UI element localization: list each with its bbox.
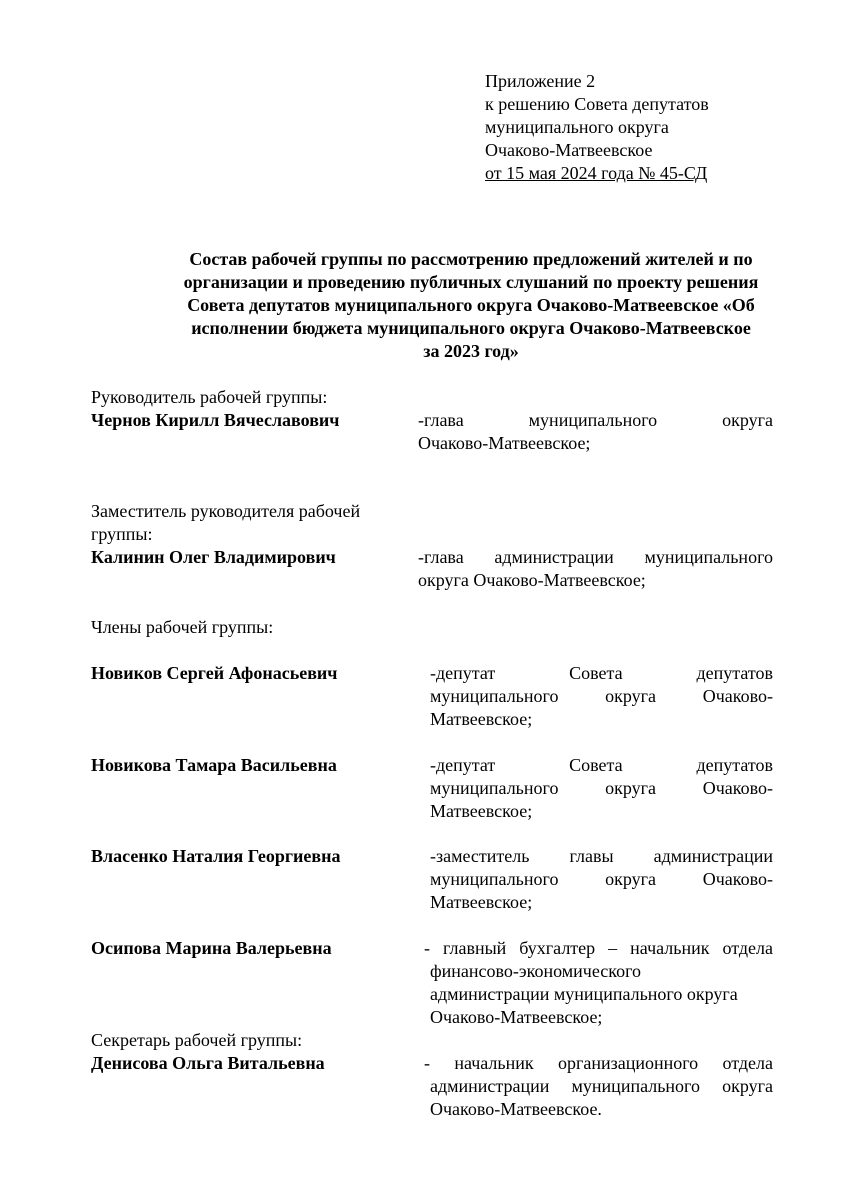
title-line: за 2023 год» [423, 341, 519, 361]
member-description [424, 937, 773, 1029]
secretary-name: Денисова Ольга Витальевна [91, 1053, 325, 1073]
description-line: -депутат Совета депутатов [430, 755, 773, 775]
description-line: муниципального округа Очаково- [430, 869, 773, 889]
description-line: -глава муниципального округа [418, 410, 773, 430]
appendix-line: Очаково-Матвеевское [485, 140, 653, 160]
member-name: Новикова Тамара Васильевна [91, 755, 337, 775]
deputy-description [418, 546, 773, 592]
description-line: Очаково-Матвеевское. [430, 1099, 602, 1119]
member-description [430, 754, 773, 823]
title-line: организации и проведению публичных слушаний по проекту решения [183, 272, 759, 292]
description-line: - начальник организационного отдела [424, 1053, 773, 1073]
leader-name: Чернов Кирилл Вячеславович [91, 410, 340, 430]
description-line: - главный бухгалтер – начальник отдела [424, 938, 773, 958]
appendix-line: муниципального округа [485, 117, 669, 137]
members-label: Члены рабочей группы: [91, 617, 274, 637]
description-line: Матвеевское; [430, 709, 533, 729]
description-line: муниципального округа Очаково- [430, 686, 773, 706]
leader-description [418, 409, 773, 455]
member-description [430, 662, 773, 731]
description-line: Матвеевское; [430, 801, 533, 821]
title-line: Состав рабочей группы по рассмотрению предложений жителей и по [189, 249, 753, 269]
secretary-description [424, 1052, 773, 1121]
document-title [100, 248, 842, 363]
description-line: Очаково-Матвеевское; [418, 433, 591, 453]
role-line: Заместитель руководителя рабочей [91, 501, 361, 521]
description-line: -глава администрации муниципального [418, 547, 773, 567]
role-line: группы: [91, 524, 153, 544]
description-line: Очаково-Матвеевское; [430, 1007, 603, 1027]
secretary-role-label: Секретарь рабочей группы: [91, 1030, 303, 1050]
appendix-header [485, 70, 805, 185]
member-description [430, 845, 773, 914]
description-line: Матвеевское; [430, 892, 533, 912]
description-line: муниципального округа Очаково- [430, 778, 773, 798]
description-line: округа Очаково-Матвеевское; [418, 570, 646, 590]
appendix-line: Приложение 2 [485, 71, 596, 91]
title-line: Совета депутатов муниципального округа Очаково-Матвеевское «Об [187, 295, 755, 315]
deputy-role-label [91, 500, 421, 546]
description-line: -депутат Совета депутатов [430, 663, 773, 683]
leader-role-label: Руководитель рабочей группы: [91, 387, 328, 407]
description-line: -заместитель главы администрации [430, 846, 773, 866]
deputy-name: Калинин Олег Владимирович [91, 547, 336, 567]
title-line: исполнении бюджета муниципального округа Очаково-Матвеевское [191, 318, 751, 338]
appendix-line: к решению Совета депутатов [485, 94, 709, 114]
member-name: Осипова Марина Валерьевна [91, 938, 332, 958]
member-name: Власенко Наталия Георгиевна [91, 846, 341, 866]
description-line: финансово-экономического [430, 961, 642, 981]
description-line: администрации муниципального округа [430, 984, 738, 1004]
description-line: администрации муниципального округа [430, 1076, 773, 1096]
appendix-decision-date: от 15 мая 2024 года № 45-СД [485, 163, 708, 183]
member-name: Новиков Сергей Афонасьевич [91, 663, 338, 683]
